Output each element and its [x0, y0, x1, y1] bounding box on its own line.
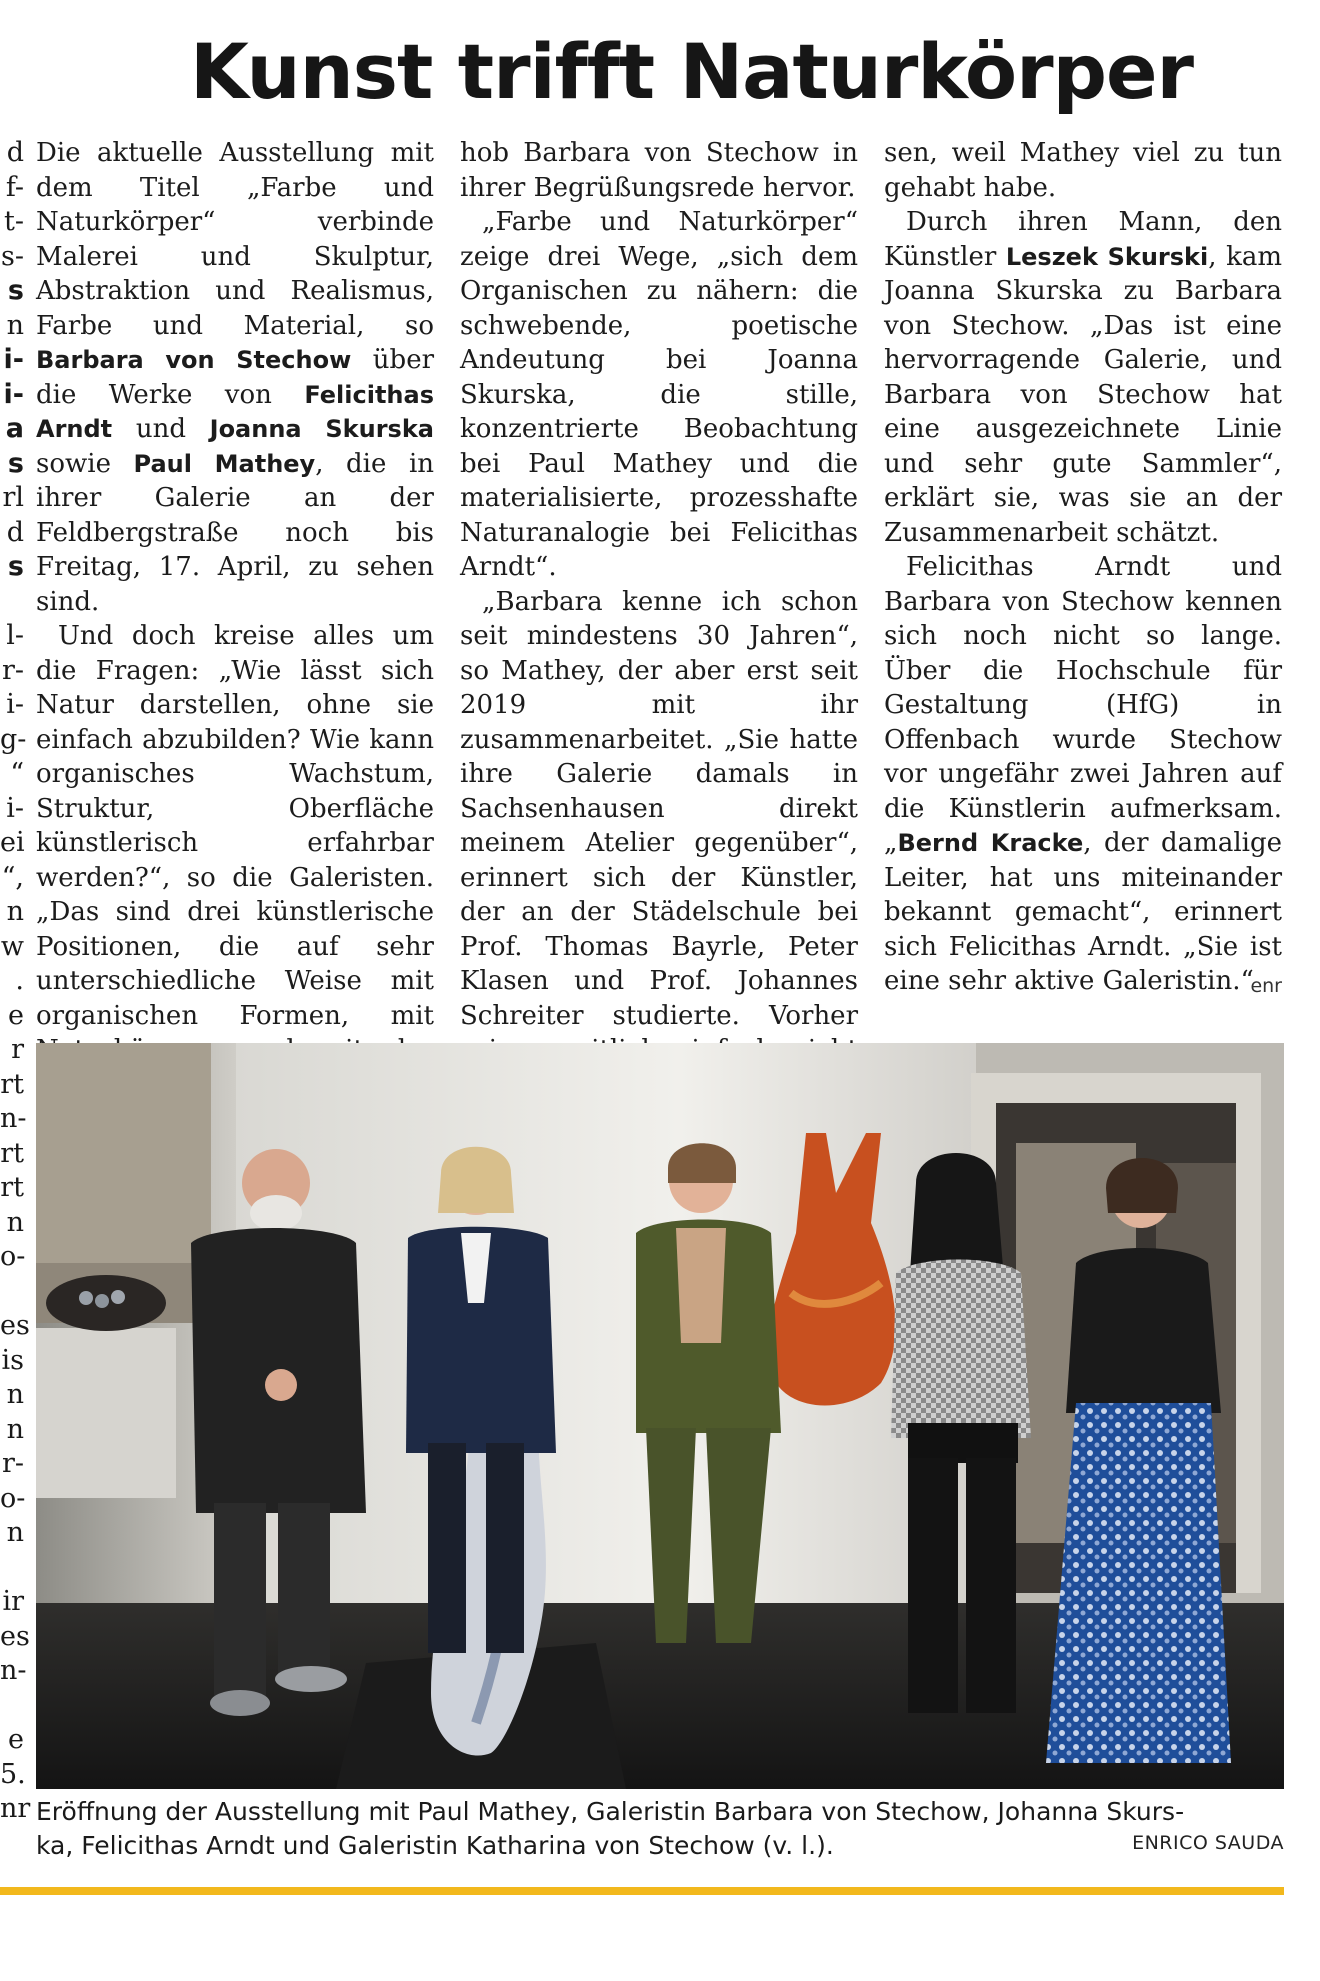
strip-fragment — [0, 1689, 24, 1724]
strip-fragment: o- — [0, 1482, 26, 1514]
strip-fragment: n — [6, 896, 24, 927]
strip-fragment: o- — [0, 1241, 26, 1272]
article-paragraph — [460, 585, 858, 1103]
strip-fragment: “, — [1, 861, 24, 893]
text-run: und — [112, 414, 210, 444]
hanging-textile-artwork — [36, 1043, 211, 1263]
person-name: Bernd Kracke — [897, 829, 1084, 857]
strip-fragment: l- — [6, 620, 24, 651]
strip-fragment: e — [8, 999, 24, 1031]
article-paragraph — [884, 550, 1282, 999]
strip-fragment: n — [6, 1379, 24, 1410]
strip-fragment: n — [6, 1206, 24, 1238]
person-name: Barbara von Stechow — [36, 346, 352, 374]
text-run: sowie — [36, 448, 134, 479]
strip-fragment: ei — [0, 827, 25, 858]
person-name: Paul Mathey — [133, 449, 316, 478]
text-run: „Farbe und Naturkörper“ zeige drei Wege, „sich dem Organischen zu nähern: die schwebende, poetische Andeutung bei Joanna Skurska, die stille, konzentrierte Beobachtung bei Paul Mathey und die materialisierte, prozesshafte Naturanalogie bei Felicithas Arndt“. — [460, 207, 858, 582]
headline: Kunst trifft Naturkörper — [190, 27, 1194, 116]
strip-fragment: i- — [3, 344, 24, 375]
strip-fragment: n — [6, 1517, 24, 1548]
text-run: , die in ihrer Galerie an der Feldbergstraße noch bis Freitag, 17. April, zu sehen sind. — [36, 448, 435, 617]
strip-fragment: r- — [1, 1448, 24, 1479]
strip-fragment: i- — [6, 689, 24, 720]
strip-fragment: nr — [0, 1793, 31, 1824]
article-paragraph — [460, 205, 858, 585]
strip-fragment: i- — [6, 792, 24, 824]
article-paragraph — [884, 205, 1282, 550]
strip-fragment: n- — [0, 1655, 27, 1686]
text-run: Felicithas Arndt und Barbara von Stechow kennen sich noch nicht so lange. Über die Hochschule für Gestaltung (HfG) in Offenbach wurde Stechow vor ungefähr zwei Jahren auf die Künstlerin aufmerksam. „ — [884, 552, 1282, 858]
still-life-painting — [36, 1328, 176, 1498]
adjacent-column-fragment — [0, 136, 31, 1827]
strip-fragment: a — [5, 413, 24, 444]
strip-fragment: rt — [0, 1068, 24, 1100]
strip-fragment: r — [11, 1034, 24, 1065]
strip-fragment: “ — [10, 758, 24, 789]
text-run: „Barbara kenne ich schon seit mindestens 30 Jahren“, so Mathey, der aber erst seit 2019 mit ihr zusammenarbeitet. „Sie hatte ihre Galerie damals in Sachsenhausen direkt meinem Atelier gegenüber“, erinnert sich der Künstler, der an der Städelschule bei Prof. Thomas Bayrle, Peter Klasen und Prof. Johannes Schreiter studierte. Vorher — [460, 586, 858, 1031]
text-run: , kam Joanna Skurska zu Barbara von Stechow. „Das ist eine hervorragende Galerie, und Barbara von Stechow hat eine ausgezeichnete Linie und sehr gute Sammler“, erklärt sie, was sie an der Zusammenarbeit schätzt. — [884, 241, 1283, 548]
strip-fragment: e — [8, 1724, 24, 1755]
strip-fragment: es — [0, 1620, 30, 1652]
text-run: hob Barbara von Stechow in ihrer Begrüßungsrede hervor. — [460, 138, 858, 203]
strip-fragment: d — [6, 516, 24, 548]
text-run: , der damalige Leiter, hat uns miteinander bekannt gemacht“, erinnert sich Felicithas Arndt. „Sie ist eine sehr aktive Galeristin.“ — [884, 828, 1282, 996]
person-name: Leszek Skurski — [1005, 242, 1209, 271]
text-run: Durch ihren Mann, den Künstler — [884, 207, 1282, 272]
text-run: sen, weil Mathey viel zu tun gehabt habe. — [884, 138, 1282, 203]
strip-fragment: f- — [5, 171, 24, 203]
strip-fragment: rt — [0, 1137, 24, 1169]
strip-fragment: t- — [4, 206, 24, 237]
strip-fragment: . — [15, 965, 24, 996]
caption-line: ka, Felicithas Arndt und Galeristin Katharina von Stechow (v. l.). — [36, 1831, 834, 1860]
strip-fragment: rl — [2, 482, 24, 513]
author-tag: enr — [1250, 974, 1282, 997]
strip-fragment: s- — [1, 240, 24, 272]
yellow-rule — [0, 1887, 1284, 1895]
strip-fragment: n — [6, 309, 24, 341]
text-run: Und doch kreise alles um die Fragen: „Wie lässt sich Natur darstellen, ohne sie einfach abzubilden? Wie kann organisches Wachstum, Struktur, Oberfläche künstlerisch erfahrbar werden?“, so die Galeristen. „Das sind drei künstlerische Positionen, die auf sehr unterschiedliche Weise mit organischen Formen, mit — [36, 621, 434, 1031]
strip-fragment: 5. — [0, 1758, 26, 1790]
article-column-1 — [36, 136, 434, 1137]
exhibition-photo-drawing — [36, 1043, 1284, 1789]
exhibition-photo — [36, 1043, 1284, 1789]
strip-fragment: n — [6, 1413, 24, 1445]
caption-line: Eröffnung der Ausstellung mit Paul Mathey, Galeristin Barbara von Stechow, Johanna Skurs- — [36, 1797, 1185, 1826]
strip-fragment: s — [7, 447, 24, 479]
strip-fragment — [0, 1275, 24, 1310]
strip-fragment: i- — [3, 378, 24, 410]
strip-fragment — [0, 1551, 24, 1586]
strip-fragment: w — [0, 930, 24, 962]
strip-fragment: s — [7, 275, 24, 306]
strip-fragment: es — [0, 1310, 30, 1341]
strip-fragment: d — [6, 137, 24, 168]
person-name: Joanna Skurska — [209, 415, 434, 443]
strip-fragment: is — [1, 1344, 24, 1376]
article-column-3 — [884, 136, 1282, 1003]
article-paragraph — [460, 136, 858, 205]
text-run: Die aktuelle Ausstellung mit dem Titel „Farbe und Naturkörper“ verbinde Malerei und Skulptur, Abstraktion und Realismus, Farbe und Material, so — [36, 138, 434, 341]
strip-fragment: g- — [0, 723, 27, 755]
strip-fragment: ir — [2, 1586, 24, 1617]
strip-fragment: n- — [0, 1103, 27, 1134]
text-run: über die Werke von — [36, 345, 435, 410]
photo-caption — [36, 1795, 1284, 1863]
strip-fragment: rt — [0, 1172, 24, 1203]
strip-fragment: s — [7, 551, 24, 582]
strip-fragment: r- — [1, 654, 24, 686]
article-column-2 — [460, 136, 858, 1102]
strip-fragment — [0, 585, 24, 620]
photo-credit: ENRICO SAUDA — [1132, 1832, 1284, 1854]
article-paragraph — [36, 136, 434, 619]
article-paragraph — [884, 136, 1282, 205]
person-name: Felicithas Arndt — [36, 380, 434, 443]
